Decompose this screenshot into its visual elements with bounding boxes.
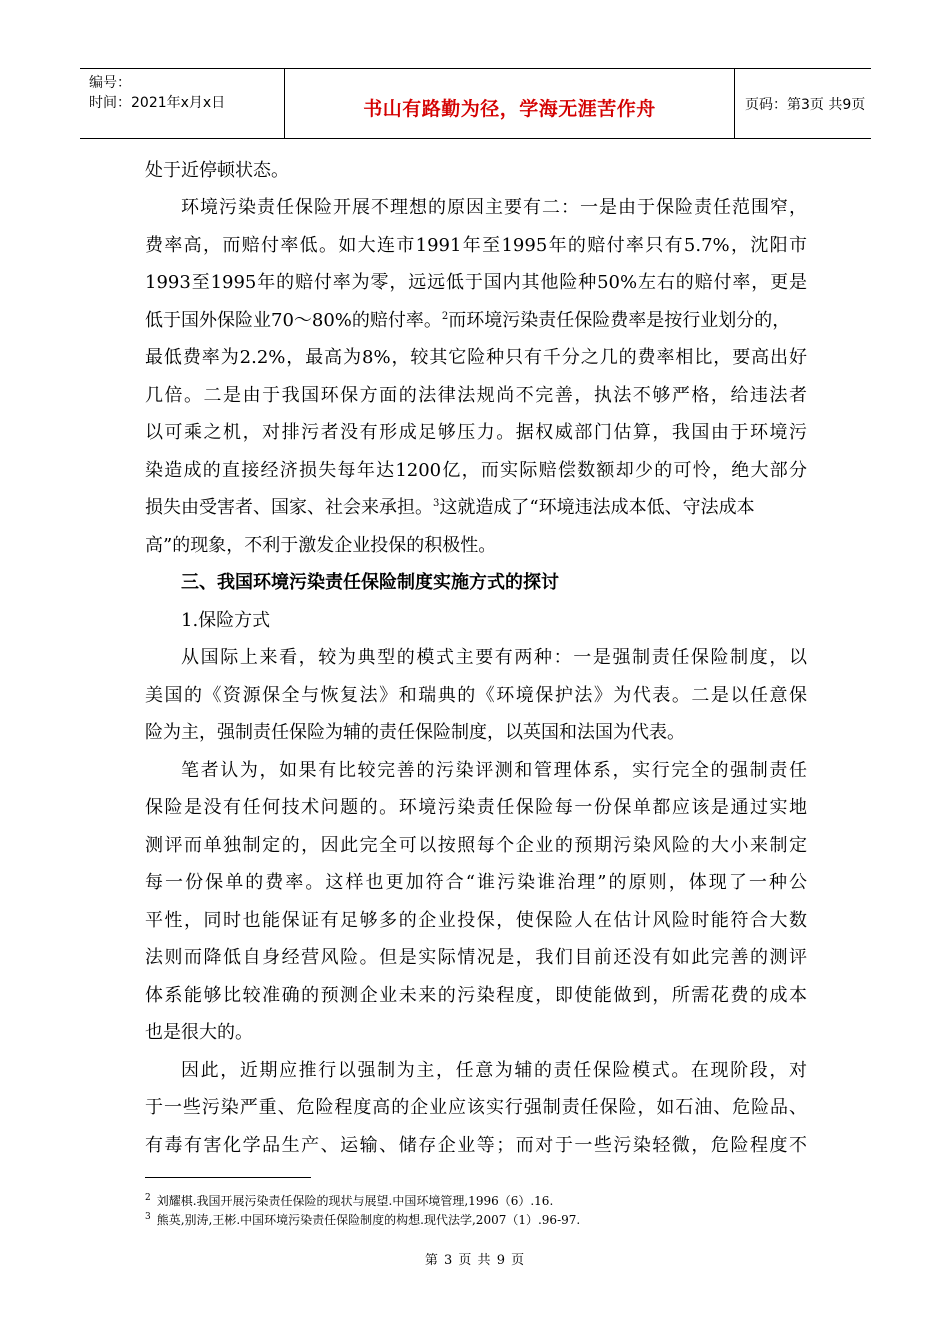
body-line: 保险是没有任何技术问题的。环境污染责任保险每一份保单都应该是通过实地 — [145, 797, 807, 818]
body-line: 美国的《资源保全与恢复法》和瑞典的《环境保护法》为代表。二是以任意保 — [145, 685, 807, 706]
header-page-label: 页码：第3页 共9页 — [745, 97, 866, 113]
body-line — [145, 310, 807, 335]
footnote-text: 刘耀棋.我国开展污染责任保险的现状与展望.中国环境管理,1996（6）.16. — [156, 1194, 554, 1208]
body-line-text: 损失由受害者、国家、社会来承担。 — [145, 497, 433, 518]
body-line: 每一份保单的费率。这样也更加符合“谁污染谁治理”的原则，体现了一种公 — [145, 872, 807, 893]
date-label: 时间：2021年x月x日 — [89, 95, 226, 111]
body-line: 法则而降低自身经营风险。但是实际情况是，我们目前还没有如此完善的测评 — [145, 947, 807, 968]
body-line: 险为主，强制责任保险为辅的责任保险制度，以英国和法国为代表。 — [145, 722, 685, 743]
body-line — [145, 497, 807, 522]
serial-label: 编号： — [89, 75, 131, 91]
body-line: 从国际上来看，较为典型的模式主要有两种：一是强制责任保险制度，以 — [181, 647, 807, 668]
body-line-text: 而环境污染责任保险费率是按行业划分的， — [448, 310, 791, 331]
subsection-heading: 1.保险方式 — [181, 610, 271, 631]
body-line: 于一些污染严重、危险程度高的企业应该实行强制责任保险，如石油、危险品、 — [145, 1097, 807, 1118]
body-line: 平性，同时也能保证有足够多的企业投保，使保险人在估计风险时能符合大数 — [145, 910, 807, 931]
header-meta-cell — [80, 69, 285, 138]
body-line: 染造成的直接经济损失每年达1200亿，而实际赔偿数额却少的可怜，绝大部分 — [145, 460, 807, 481]
footnote-ref: 2 — [441, 311, 449, 322]
body-line: 费率高，而赔付率低。如大连市1991年至1995年的赔付率只有5.7%，沈阳市 — [145, 235, 807, 256]
footnote-mark: 3 — [145, 1212, 151, 1222]
header-table — [80, 68, 871, 139]
body-line: 几倍。二是由于我国环保方面的法律法规尚不完善，执法不够严格，给违法者 — [145, 385, 807, 406]
body-line: 笔者认为，如果有比较完善的污染评测和管理体系，实行完全的强制责任 — [181, 760, 807, 781]
page-number: 第 3 页 共 9 页 — [424, 1253, 526, 1268]
body-line: 1993至1995年的赔付率为零，远远低于国内其他险种50%左右的赔付率，更是 — [145, 272, 807, 293]
footnote-mark: 2 — [145, 1193, 151, 1203]
footnote — [145, 1213, 580, 1230]
body-line: 高”的现象，不利于激发企业投保的积极性。 — [145, 535, 497, 556]
body-line: 有毒有害化学品生产、运输、储存企业等；而对于一些污染轻微，危险程度不 — [145, 1135, 807, 1156]
motto: 书山有路勤为径，学海无涯苦作舟 — [363, 98, 656, 120]
body-line-text: 低于国外保险业70～80%的赔付率。 — [145, 310, 442, 331]
body-line: 因此，近期应推行以强制为主，任意为辅的责任保险模式。在现阶段，对 — [181, 1060, 807, 1081]
header-motto-cell — [285, 69, 735, 138]
body-line: 测评而单独制定的，因此完全可以按照每个企业的预期污染风险的大小来制定 — [145, 835, 807, 856]
header-page-cell — [735, 69, 871, 138]
body-line: 也是很大的。 — [145, 1022, 253, 1043]
body-line: 最低费率为2.2%，最高为8%，较其它险种只有千分之几的费率相比，要高出好 — [145, 347, 807, 368]
section-heading: 三、我国环境污染责任保险制度实施方式的探讨 — [181, 572, 559, 593]
footnote — [145, 1194, 553, 1211]
body-line: 以可乘之机，对排污者没有形成足够压力。据权威部门估算，我国由于环境污 — [145, 422, 807, 443]
body-line: 处于近停顿状态。 — [145, 160, 289, 181]
footnote-ref: 3 — [433, 498, 440, 509]
body-line: 环境污染责任保险开展不理想的原因主要有二：一是由于保险责任范围窄， — [181, 197, 807, 218]
footnote-separator — [145, 1177, 311, 1178]
body-line-text: 这就造成了“环境违法成本低、守法成本 — [439, 497, 755, 518]
footnote-text: 熊英,别涛,王彬.中国环境污染责任保险制度的构想.现代法学,2007（1）.96-97. — [156, 1213, 581, 1227]
body-line: 体系能够比较准确的预测企业未来的污染程度，即使能做到，所需花费的成本 — [145, 985, 807, 1006]
